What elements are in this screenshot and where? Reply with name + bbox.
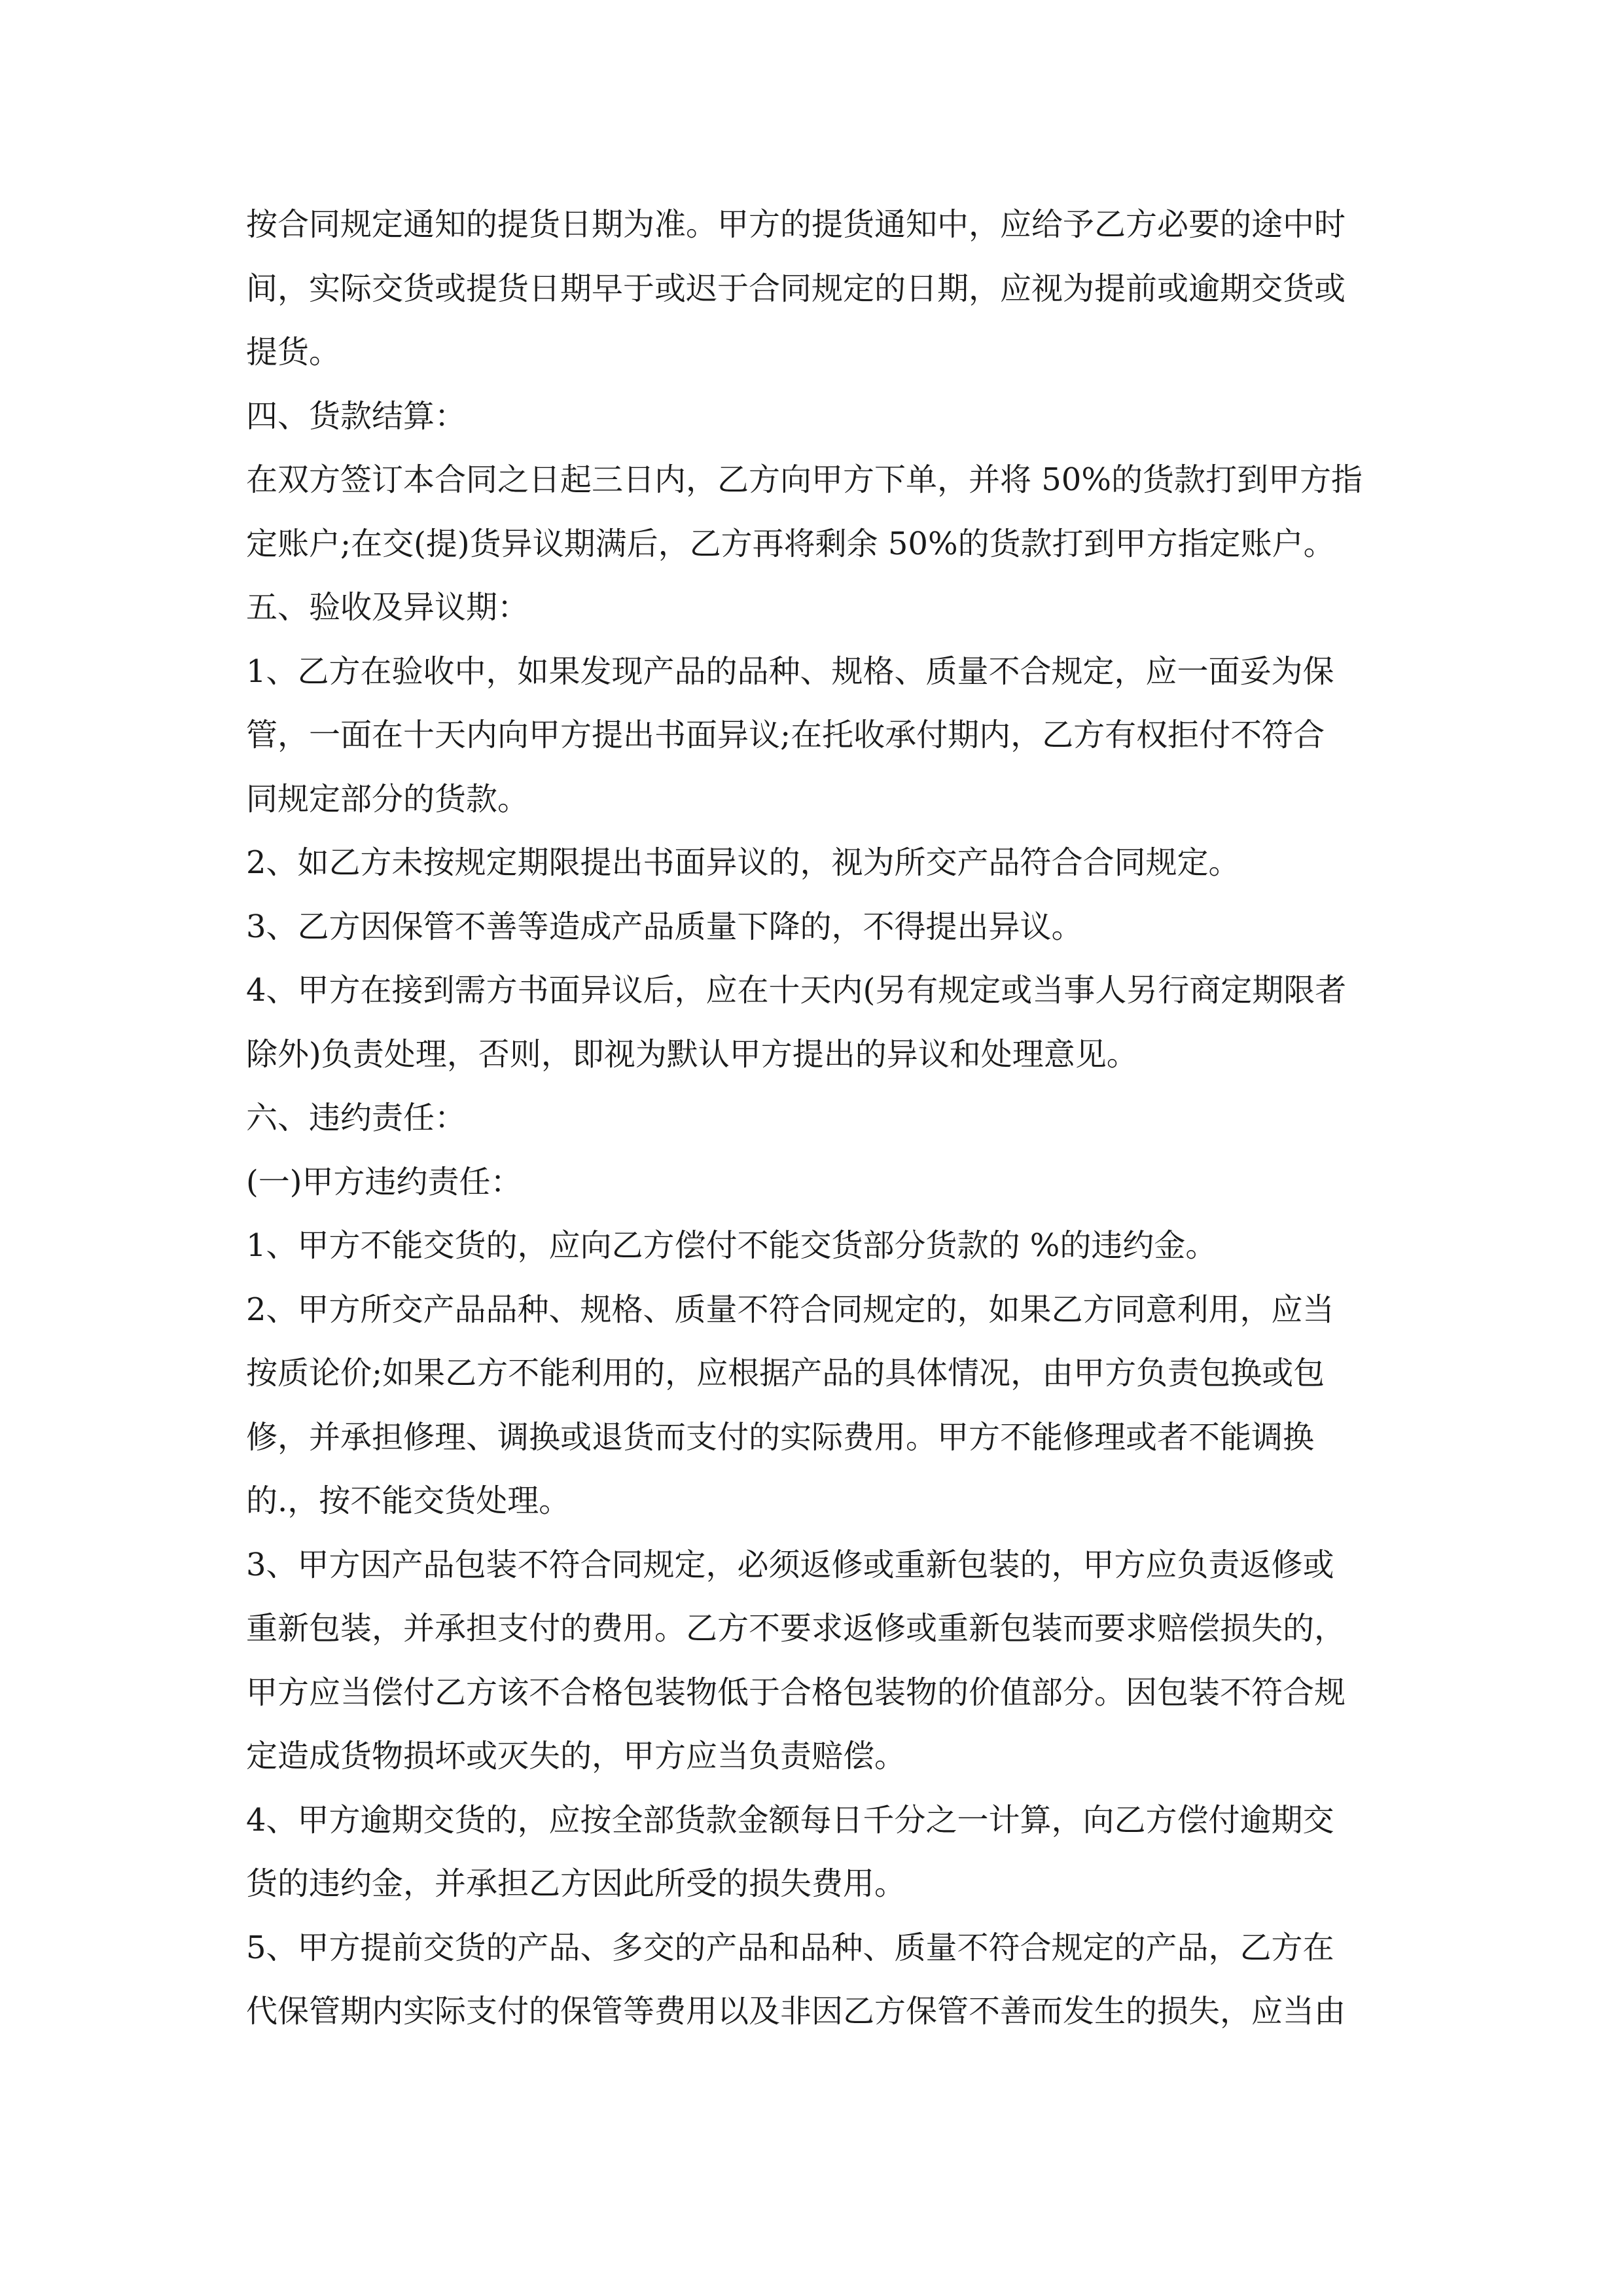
text-line-28: 5、甲方提前交货的产品、多交的产品和品种、质量不符合规定的产品，乙方在	[246, 1929, 1334, 1966]
text-line-2: 间，实际交货或提货日期早于或迟于合同规定的日期，应视为提前或逾期交货或	[246, 270, 1346, 307]
text-line-3: 提货。	[246, 334, 341, 370]
text-line-22: 3、甲方因产品包装不符合同规定，必须返修或重新包装的，甲方应负责返修或	[246, 1546, 1334, 1583]
text-line-6: 定账户;在交(提)货异议期满后，乙方再将剩余 50%的货款打到甲方指定账户。	[246, 525, 1335, 562]
text-line-9: 管，一面在十天内向甲方提出书面异议;在托收承付期内，乙方有权拒付不符合	[246, 717, 1325, 753]
text-line-13: 4、甲方在接到需方书面异议后，应在十天内(另有规定或当事人另行商定期限者	[246, 972, 1347, 1009]
text-line-14: 除外)负责处理，否则，即视为默认甲方提出的异议和处理意见。	[246, 1035, 1138, 1073]
subsection-heading-party-a: (一)甲方违约责任：	[246, 1163, 522, 1200]
section-heading-acceptance: 五、验收及异议期：	[246, 589, 529, 626]
text-line-25: 定造成货物损坏或灭失的，甲方应当负责赔偿。	[246, 1738, 906, 1774]
section-heading-payment: 四、货款结算：	[246, 397, 467, 435]
contract-body-text	[246, 193, 1398, 2044]
text-line-27: 货的违约金，并承担乙方因此所受的损失费用。	[246, 1865, 906, 1902]
text-line-8: 1、乙方在验收中，如果发现产品的品种、规格、质量不合规定，应一面妥为保	[246, 653, 1334, 690]
text-line-12: 3、乙方因保管不善等造成产品质量下降的，不得提出异议。	[246, 908, 1083, 945]
text-line-21: 的.，按不能交货处理。	[246, 1482, 571, 1519]
text-line-5: 在双方签订本合同之日起三日内，乙方向甲方下单，并将 50%的货款打到甲方指	[246, 461, 1363, 498]
text-line-23: 重新包装，并承担支付的费用。乙方不要求返修或重新包装而要求赔偿损失的，	[246, 1610, 1346, 1647]
text-line-29: 代保管期内实际支付的保管等费用以及非因乙方保管不善而发生的损失，应当由	[246, 1993, 1346, 2030]
section-heading-liability: 六、违约责任：	[246, 1100, 467, 1136]
text-line-24: 甲方应当偿付乙方该不合格包装物低于合格包装物的价值部分。因包装不符合规	[246, 1674, 1346, 1711]
text-line-19: 按质论价;如果乙方不能利用的，应根据产品的具体情况，由甲方负责包换或包	[246, 1355, 1325, 1391]
text-line-18: 2、甲方所交产品品种、规格、质量不符合同规定的，如果乙方同意利用，应当	[246, 1291, 1334, 1328]
text-line-11: 2、如乙方未按规定期限提出书面异议的，视为所交产品符合合同规定。	[246, 844, 1240, 881]
text-line-20: 修，并承担修理、调换或退货而支付的实际费用。甲方不能修理或者不能调换	[246, 1418, 1315, 1456]
text-line-10: 同规定部分的货款。	[246, 780, 529, 817]
text-line-1: 按合同规定通知的提货日期为准。甲方的提货通知中，应给予乙方必要的途中时	[246, 206, 1346, 243]
text-line-17: 1、甲方不能交货的，应向乙方偿付不能交货部分货款的 %的违约金。	[246, 1227, 1217, 1264]
text-line-26: 4、甲方逾期交货的，应按全部货款金额每日千分之一计算，向乙方偿付逾期交	[246, 1801, 1334, 1839]
